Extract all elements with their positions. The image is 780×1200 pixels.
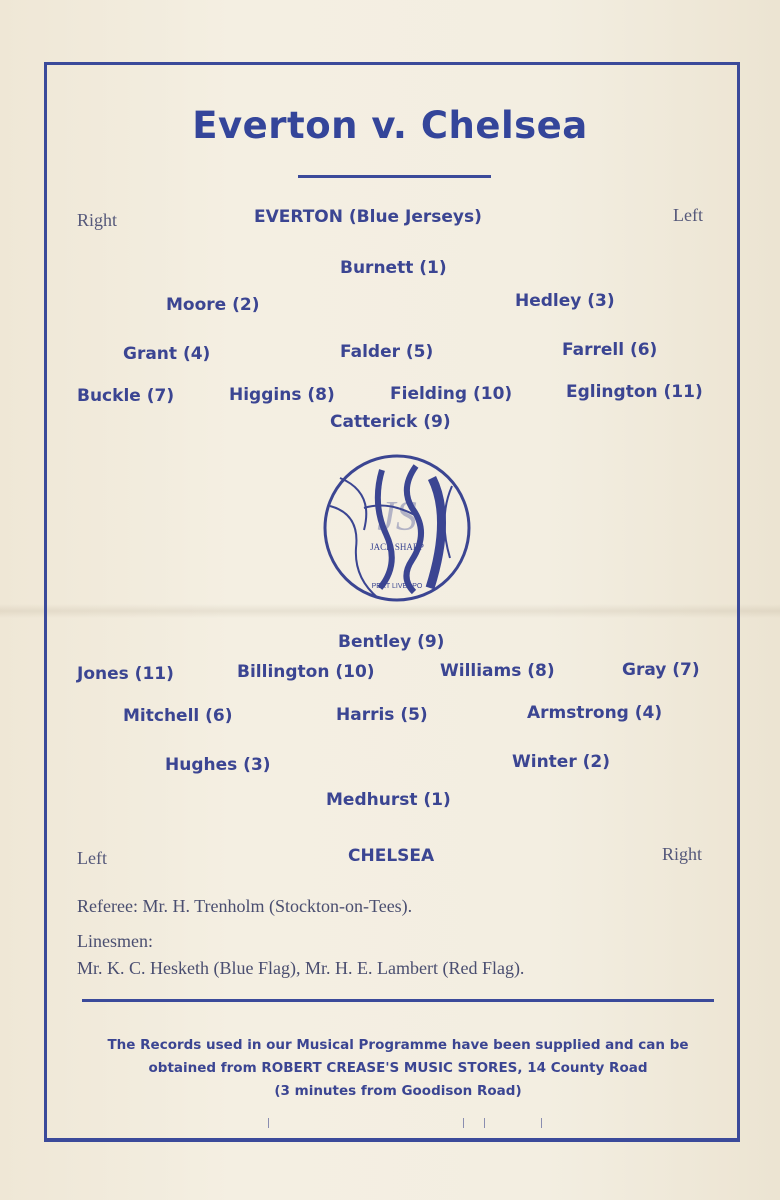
records-notice-line-1: The Records used in our Musical Programme have been supplied and can be: [107, 1037, 689, 1053]
chelsea-player-4: Armstrong (4): [527, 703, 663, 723]
chelsea-side-left: Left: [77, 848, 107, 868]
title-underline: [298, 175, 491, 178]
everton-player-3: Hedley (3): [515, 291, 615, 311]
crest-monogram: JS: [377, 494, 417, 540]
referee-text: Referee: Mr. H. Trenholm (Stockton-on-Tees).: [77, 896, 413, 916]
chelsea-player-11: Jones (11): [77, 664, 174, 684]
everton-player-2: Moore (2): [166, 295, 260, 315]
jack-sharp-football-crest-icon: [320, 448, 475, 608]
crest-ring-text: PERT LIVERPO: [371, 583, 423, 590]
match-title: Everton v. Chelsea: [192, 104, 588, 147]
records-notice-line-3: (3 minutes from Goodison Road): [274, 1083, 522, 1099]
print-mark: [268, 1118, 269, 1128]
chelsea-player-9: Bentley (9): [338, 632, 445, 652]
linesmen-label: Linesmen:: [77, 931, 153, 951]
everton-team-label: EVERTON (Blue Jerseys): [254, 207, 482, 227]
records-notice: [60, 1034, 736, 1103]
everton-player-1: Burnett (1): [340, 258, 447, 278]
everton-player-10: Fielding (10): [390, 384, 513, 404]
everton-player-6: Farrell (6): [562, 340, 658, 360]
linesmen-text: Mr. K. C. Hesketh (Blue Flag), Mr. H. E. Lambert (Red Flag).: [77, 958, 525, 978]
everton-side-right: Left: [673, 205, 703, 225]
chelsea-side-right: Right: [662, 844, 703, 864]
everton-player-5: Falder (5): [340, 342, 434, 362]
chelsea-player-7: Gray (7): [622, 660, 700, 680]
footer-divider: [82, 999, 714, 1002]
chelsea-player-5: Harris (5): [336, 705, 428, 725]
print-mark: [541, 1118, 542, 1128]
chelsea-team-label: CHELSEA: [348, 846, 435, 866]
chelsea-player-1: Medhurst (1): [326, 790, 451, 810]
chelsea-player-8: Williams (8): [440, 661, 555, 681]
chelsea-player-2: Winter (2): [512, 752, 611, 772]
print-mark: [463, 1118, 464, 1128]
print-mark: [484, 1118, 485, 1128]
everton-player-4: Grant (4): [123, 344, 211, 364]
everton-player-7: Buckle (7): [77, 386, 175, 406]
everton-player-11: Eglington (11): [566, 382, 703, 402]
chelsea-player-3: Hughes (3): [165, 755, 271, 775]
chelsea-player-10: Billington (10): [237, 662, 375, 682]
everton-player-9: Catterick (9): [330, 412, 451, 432]
crest-side-text: JACK SHARP: [370, 542, 424, 552]
everton-side-left: Right: [77, 210, 118, 230]
everton-player-8: Higgins (8): [229, 385, 335, 405]
records-notice-line-2: obtained from ROBERT CREASE'S MUSIC STORES, 14 County Road: [148, 1060, 648, 1076]
chelsea-player-6: Mitchell (6): [123, 706, 233, 726]
